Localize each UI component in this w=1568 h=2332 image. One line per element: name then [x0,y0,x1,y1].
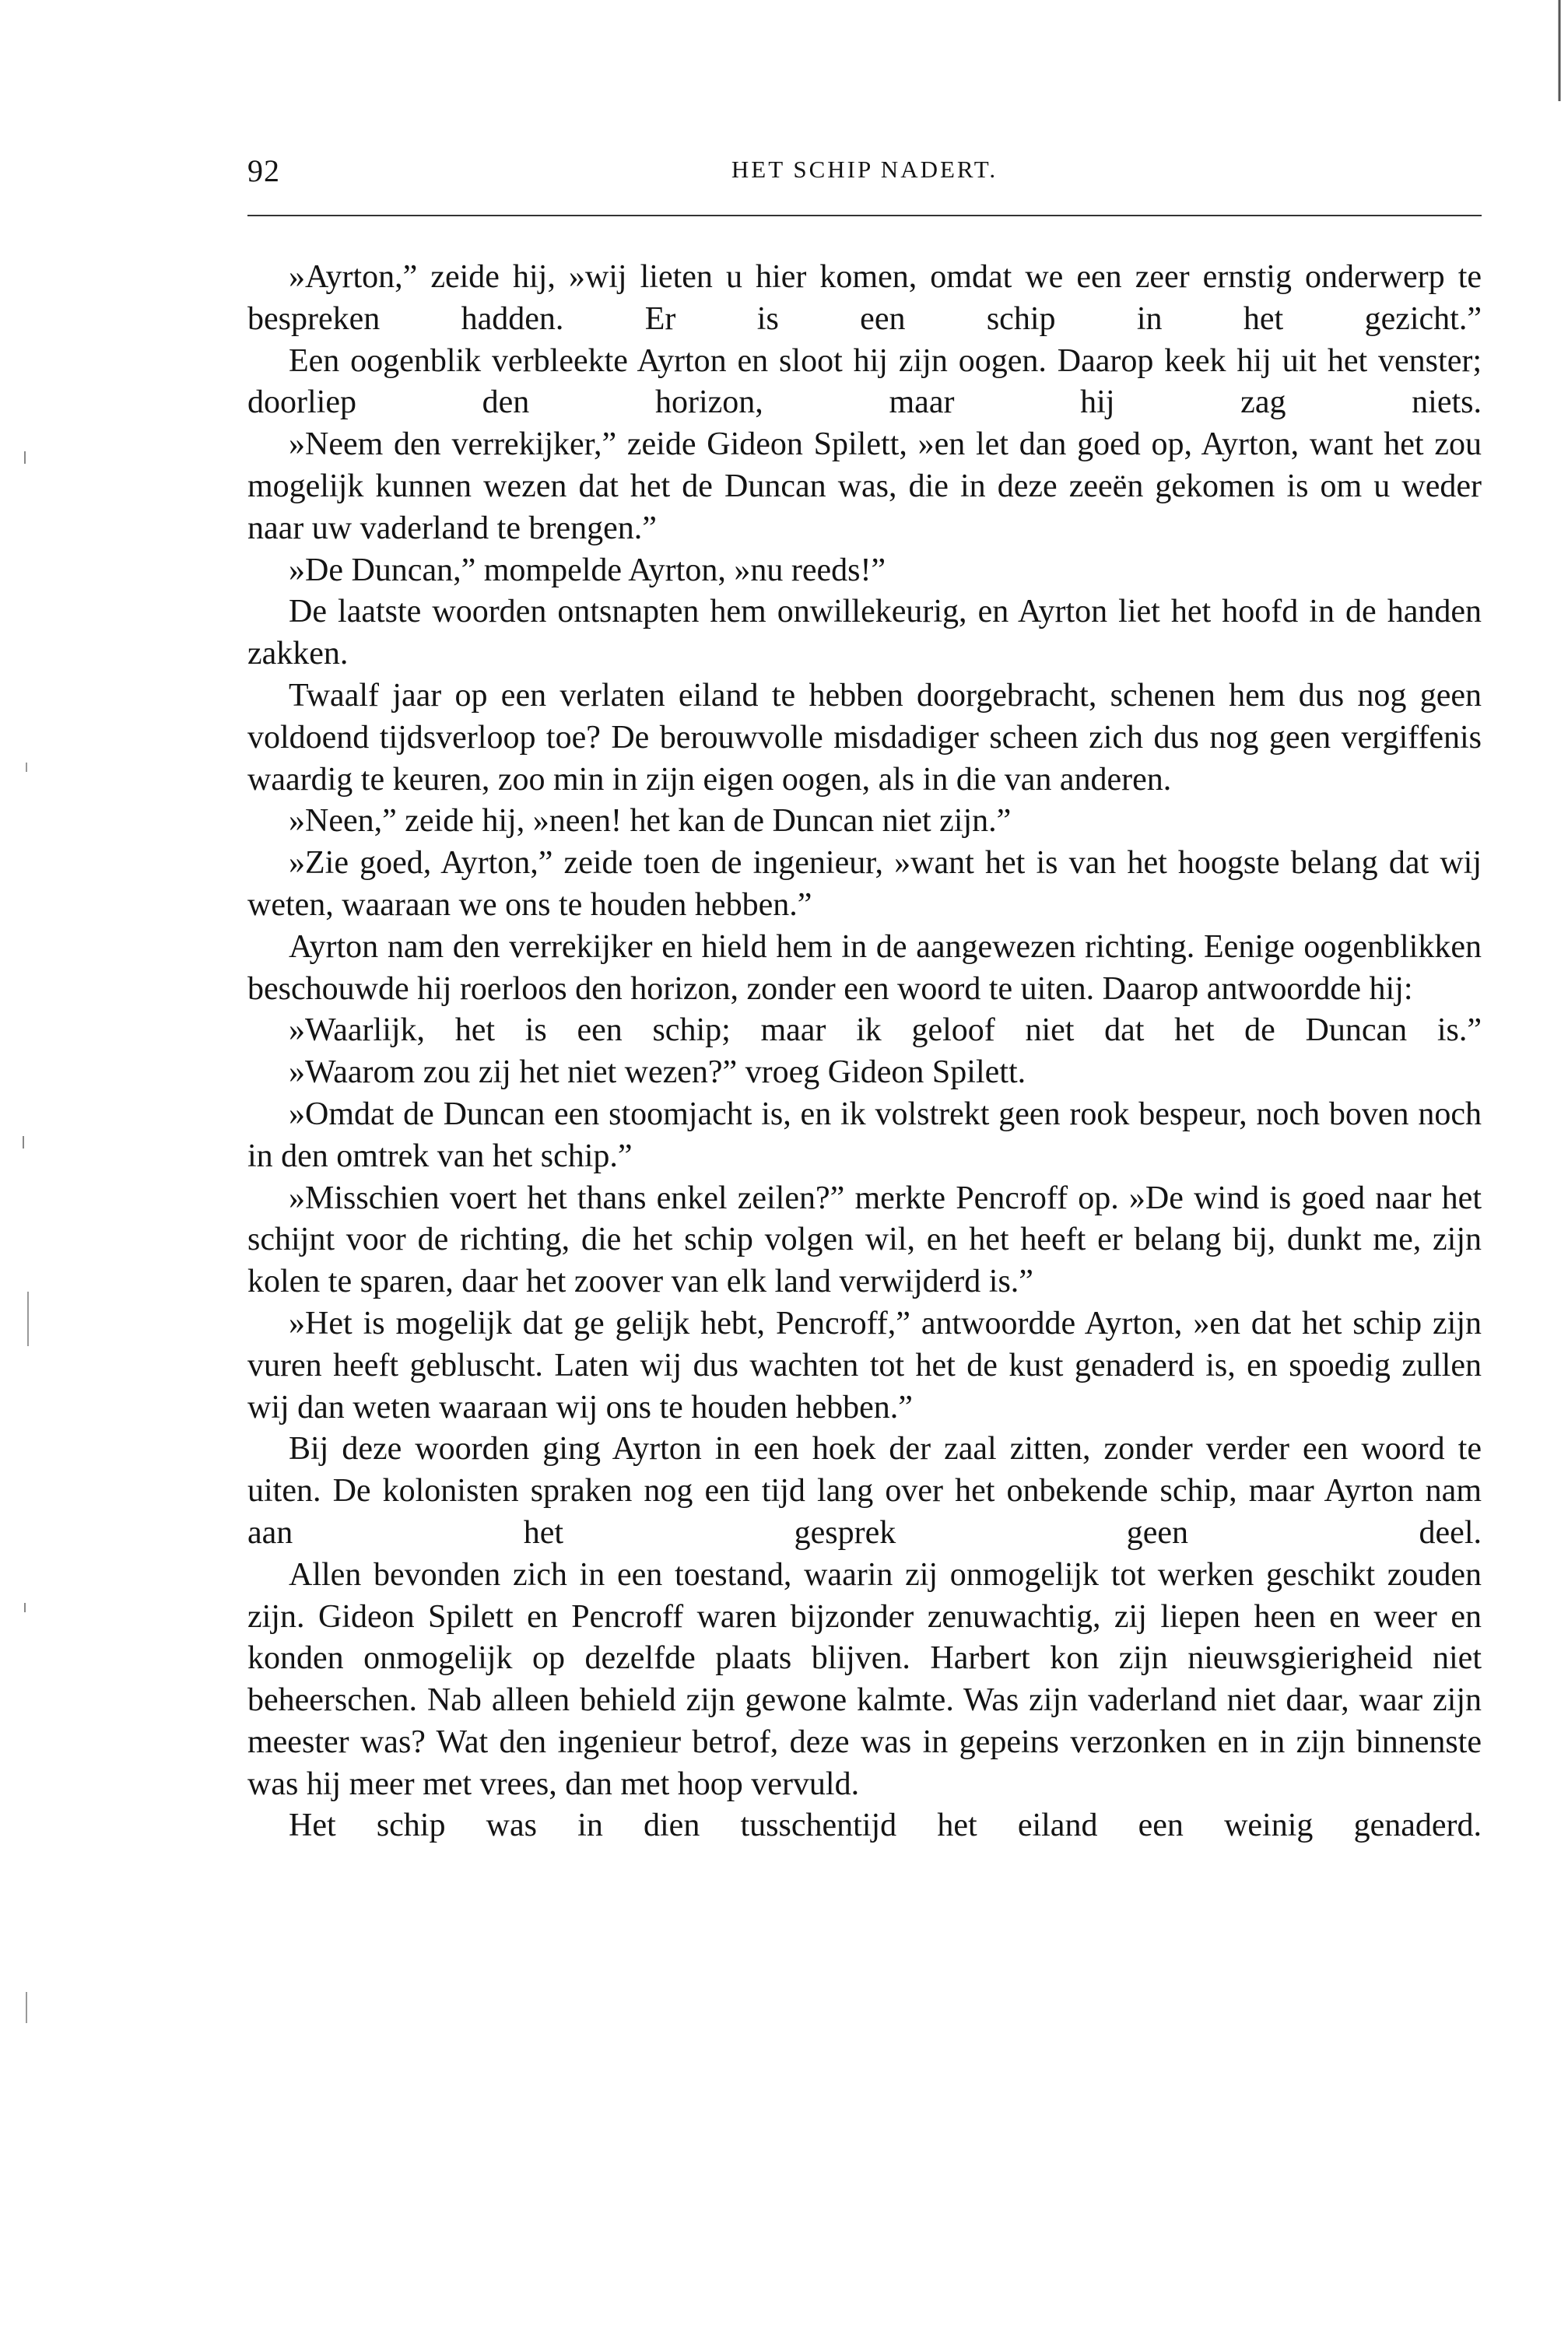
paragraph: »Waarlijk, het is een schip; maar ik geloof niet dat het de Duncan is.” [289,1012,1482,1049]
paragraph: Twaalf jaar op een verlaten eiland te hebben doorgebracht, schenen hem dus nog geen voldoend tijdsverloop toe? De berouwvolle misdadiger scheen zich dus nog geen vergiffenis waardig te keuren, zoo min in zijn eigen oogen, als in die van anderen. [247,677,1482,798]
paragraph: »De Duncan,” mompelde Ayrton, »nu reeds!” [289,552,886,588]
page-number: 92 [247,153,280,188]
paragraph: Het schip was in dien tusschentijd het eiland een weinig genaderd. [289,1808,1482,1844]
header-rule [247,215,1482,216]
paragraph: Ayrton nam den verrekijker en hield hem in de aangewezen richting. Eenige oogenblikken beschouwde hij roerloos den horizon, zonder een woord te uiten. Daarop antwoordde hij: [247,928,1482,1007]
paragraph: »Ayrton,” zeide hij, »wij lieten u hier komen, omdat we een zeer ernstig onderwerp te bespreken hadden. Er is een schip in het gezicht.” [247,259,1482,337]
margin-specks [9,436,40,2148]
paragraph: Bij deze woorden ging Ayrton in een hoek der zaal zitten, zonder verder een woord te uiten. De kolonisten spraken nog een tijd lang over het onbekende schip, maar Ayrton nam aan het gesprek geen deel. [247,1431,1482,1551]
paragraph: »Het is mogelijk dat ge gelijk hebt, Pencroff,” antwoordde Ayrton, »en dat het schip zijn vuren heeft gebluscht. Laten wij dus wachten tot het de kust genaderd is, en spoedig zullen wij dan weten waaraan wij ons te houden hebben.” [247,1305,1482,1426]
paragraph: »Zie goed, Ayrton,” zeide toen de ingenieur, »want het is van het hoogste belang dat wij weten, waaraan we ons te houden hebben.” [247,845,1482,923]
page-header [247,153,1482,199]
edge-mark [1557,0,1562,101]
body-text [247,257,1482,1847]
paragraph: »Omdat de Duncan een stoomjacht is, en ik volstrekt geen rook bespeur, noch boven noch in den omtrek van het schip.” [247,1096,1482,1174]
paragraph: De laatste woorden ontsnapten hem onwillekeurig, en Ayrton liet het hoofd in de handen zakken. [247,594,1482,672]
running-title: HET SCHIP NADERT. [731,156,998,183]
paragraph: Allen bevonden zich in een toestand, waarin zij onmogelijk tot werken geschikt zouden zijn. Gideon Spilett en Pencroff waren bijzonder zenuwachtig, zij liepen heen en weer en konden onmogelijk op dezelfde plaats blijven. Harbert kon zijn nieuwsgierigheid niet beheerschen. Nab alleen behield zijn gewone kalmte. Was zijn vaderland niet daar, waar zijn meester was? Wat den ingenieur betrof, deze was in gepeins verzonken en in zijn binnenste was hij meer met vrees, dan met hoop vervuld. [247,1556,1482,1802]
paragraph: Een oogenblik verbleekte Ayrton en sloot hij zijn oogen. Daarop keek hij uit het venster; doorliep den horizon, maar hij zag niets. [247,342,1482,421]
paragraph: »Neem den verrekijker,” zeide Gideon Spilett, »en let dan goed op, Ayrton, want het zou mogelijk kunnen wezen dat het de Duncan was, die in deze zeeën gekomen is om u weder naar uw vaderland te brengen.” [247,426,1482,546]
paragraph: »Neen,” zeide hij, »neen! het kan de Duncan niet zijn.” [289,803,1012,840]
paragraph: »Misschien voert het thans enkel zeilen?” merkte Pencroff op. »De wind is goed naar het schijnt voor de richting, die het schip volgen wil, en het heeft er belang bij, dunkt me, zijn kolen te sparen, daar het zoover van elk land verwijderd is.” [247,1180,1482,1300]
paragraph: »Waarom zou zij het niet wezen?” vroeg Gideon Spilett. [289,1054,1026,1091]
